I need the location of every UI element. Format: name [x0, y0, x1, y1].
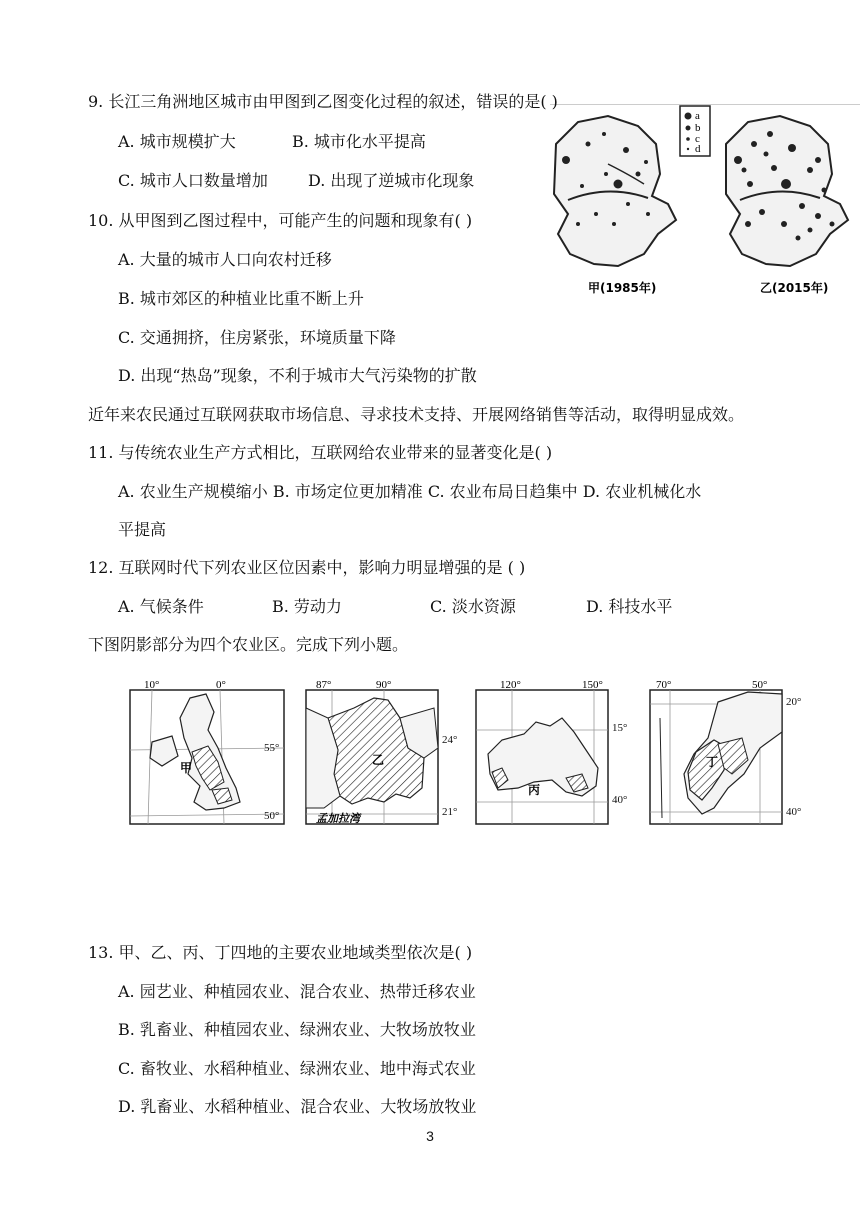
map-ganges-delta	[304, 678, 460, 830]
legend-d: d	[695, 143, 701, 155]
m4-lon-right: 50°	[752, 679, 768, 691]
m1-lat-top: 55°	[264, 742, 280, 754]
q10-option-b: B. 城市郊区的种植业比重不断上升	[118, 289, 364, 308]
m4-lon-left: 70°	[656, 679, 672, 691]
m2-lon-right: 90°	[376, 679, 392, 691]
yangtze-delta-figure	[548, 104, 860, 300]
page-number: 3	[426, 1128, 434, 1144]
m4-lat-bottom: 40°	[786, 806, 802, 818]
map-pampas	[648, 678, 808, 830]
map-label-jia: 甲	[180, 761, 193, 775]
m1-lon-left: 10°	[144, 679, 160, 691]
legend-b: b	[695, 122, 701, 134]
m1-lon-right: 0°	[216, 679, 226, 691]
q9-option-c: C. 城市人口数量增加	[118, 171, 268, 190]
m4-lat-top: 20°	[786, 696, 802, 708]
m1-lat-bottom: 50°	[264, 810, 280, 822]
caption-1985: 甲(1985年)	[588, 281, 657, 295]
q11-options-line1: A. 农业生产规模缩小 B. 市场定位更加精准 C. 农业布局日趋集中 D. 农业机械化水	[118, 482, 702, 501]
q9-option-a: A. 城市规模扩大	[118, 132, 236, 151]
map-britain	[128, 678, 288, 830]
q12-option-a: A. 气候条件	[118, 597, 204, 616]
q10-option-a: A. 大量的城市人口向农村迁移	[118, 250, 332, 269]
q13-stem: 13. 甲、乙、丙、丁四地的主要农业地域类型依次是( )	[88, 943, 473, 962]
q12-stem: 12. 互联网时代下列农业区位因素中，影响力明显增强的是 ( )	[88, 558, 526, 577]
q13-option-a: A. 园艺业、种植园农业、混合农业、热带迁移农业	[118, 982, 476, 1001]
q11-stem: 11. 与传统农业生产方式相比，互联网给农业带来的显著变化是( )	[88, 443, 553, 462]
m3-lon-left: 120°	[500, 679, 521, 691]
m2-lat-top: 24°	[442, 734, 458, 746]
q13-option-c: C. 畜牧业、水稻种植业、绿洲农业、地中海式农业	[118, 1059, 476, 1078]
map-australia	[474, 678, 638, 830]
m3-lon-right: 150°	[582, 679, 603, 691]
q9-option-b: B. 城市化水平提高	[292, 132, 426, 151]
intro-paragraph-2: 下图阴影部分为四个农业区。完成下列小题。	[88, 635, 409, 654]
legend-a: a	[695, 110, 700, 122]
yangtze-delta-maps	[548, 104, 860, 300]
q12-option-b: B. 劳动力	[272, 597, 342, 616]
intro-paragraph-1: 近年来农民通过互联网获取市场信息、寻求技术支持、开展网络销售等活动，取得明显成效。	[88, 405, 745, 424]
map-label-ding: 丁	[706, 755, 719, 769]
q9-stem: 9. 长江三角洲地区城市由甲图到乙图变化过程的叙述，错误的是( )	[88, 92, 558, 111]
q10-option-c: C. 交通拥挤，住房紧张，环境质量下降	[118, 328, 396, 347]
map-label-bing: 丙	[528, 783, 541, 797]
q12-option-d: D. 科技水平	[586, 597, 673, 616]
legend-c: c	[695, 133, 700, 145]
m3-lat-top: 15°	[612, 722, 628, 734]
q9-option-d: D. 出现了逆城市化现象	[308, 171, 475, 190]
m2-sea-label: 孟加拉湾	[316, 813, 360, 825]
m2-lat-bottom: 21°	[442, 806, 458, 818]
q10-option-d: D. 出现“热岛”现象，不利于城市大气污染物的扩散	[118, 366, 477, 385]
m2-lon-left: 87°	[316, 679, 332, 691]
map-label-yi: 乙	[372, 753, 385, 767]
q10-stem: 10. 从甲图到乙图过程中，可能产生的问题和现象有( )	[88, 211, 473, 230]
caption-2015: 乙(2015年)	[760, 281, 829, 295]
q11-options-line2: 平提高	[118, 520, 167, 539]
m3-lat-bottom: 40°	[612, 794, 628, 806]
q13-option-b: B. 乳畜业、种植园农业、绿洲农业、大牧场放牧业	[118, 1020, 476, 1039]
q13-option-d: D. 乳畜业、水稻种植业、混合农业、大牧场放牧业	[118, 1097, 477, 1116]
q12-option-c: C. 淡水资源	[430, 597, 516, 616]
